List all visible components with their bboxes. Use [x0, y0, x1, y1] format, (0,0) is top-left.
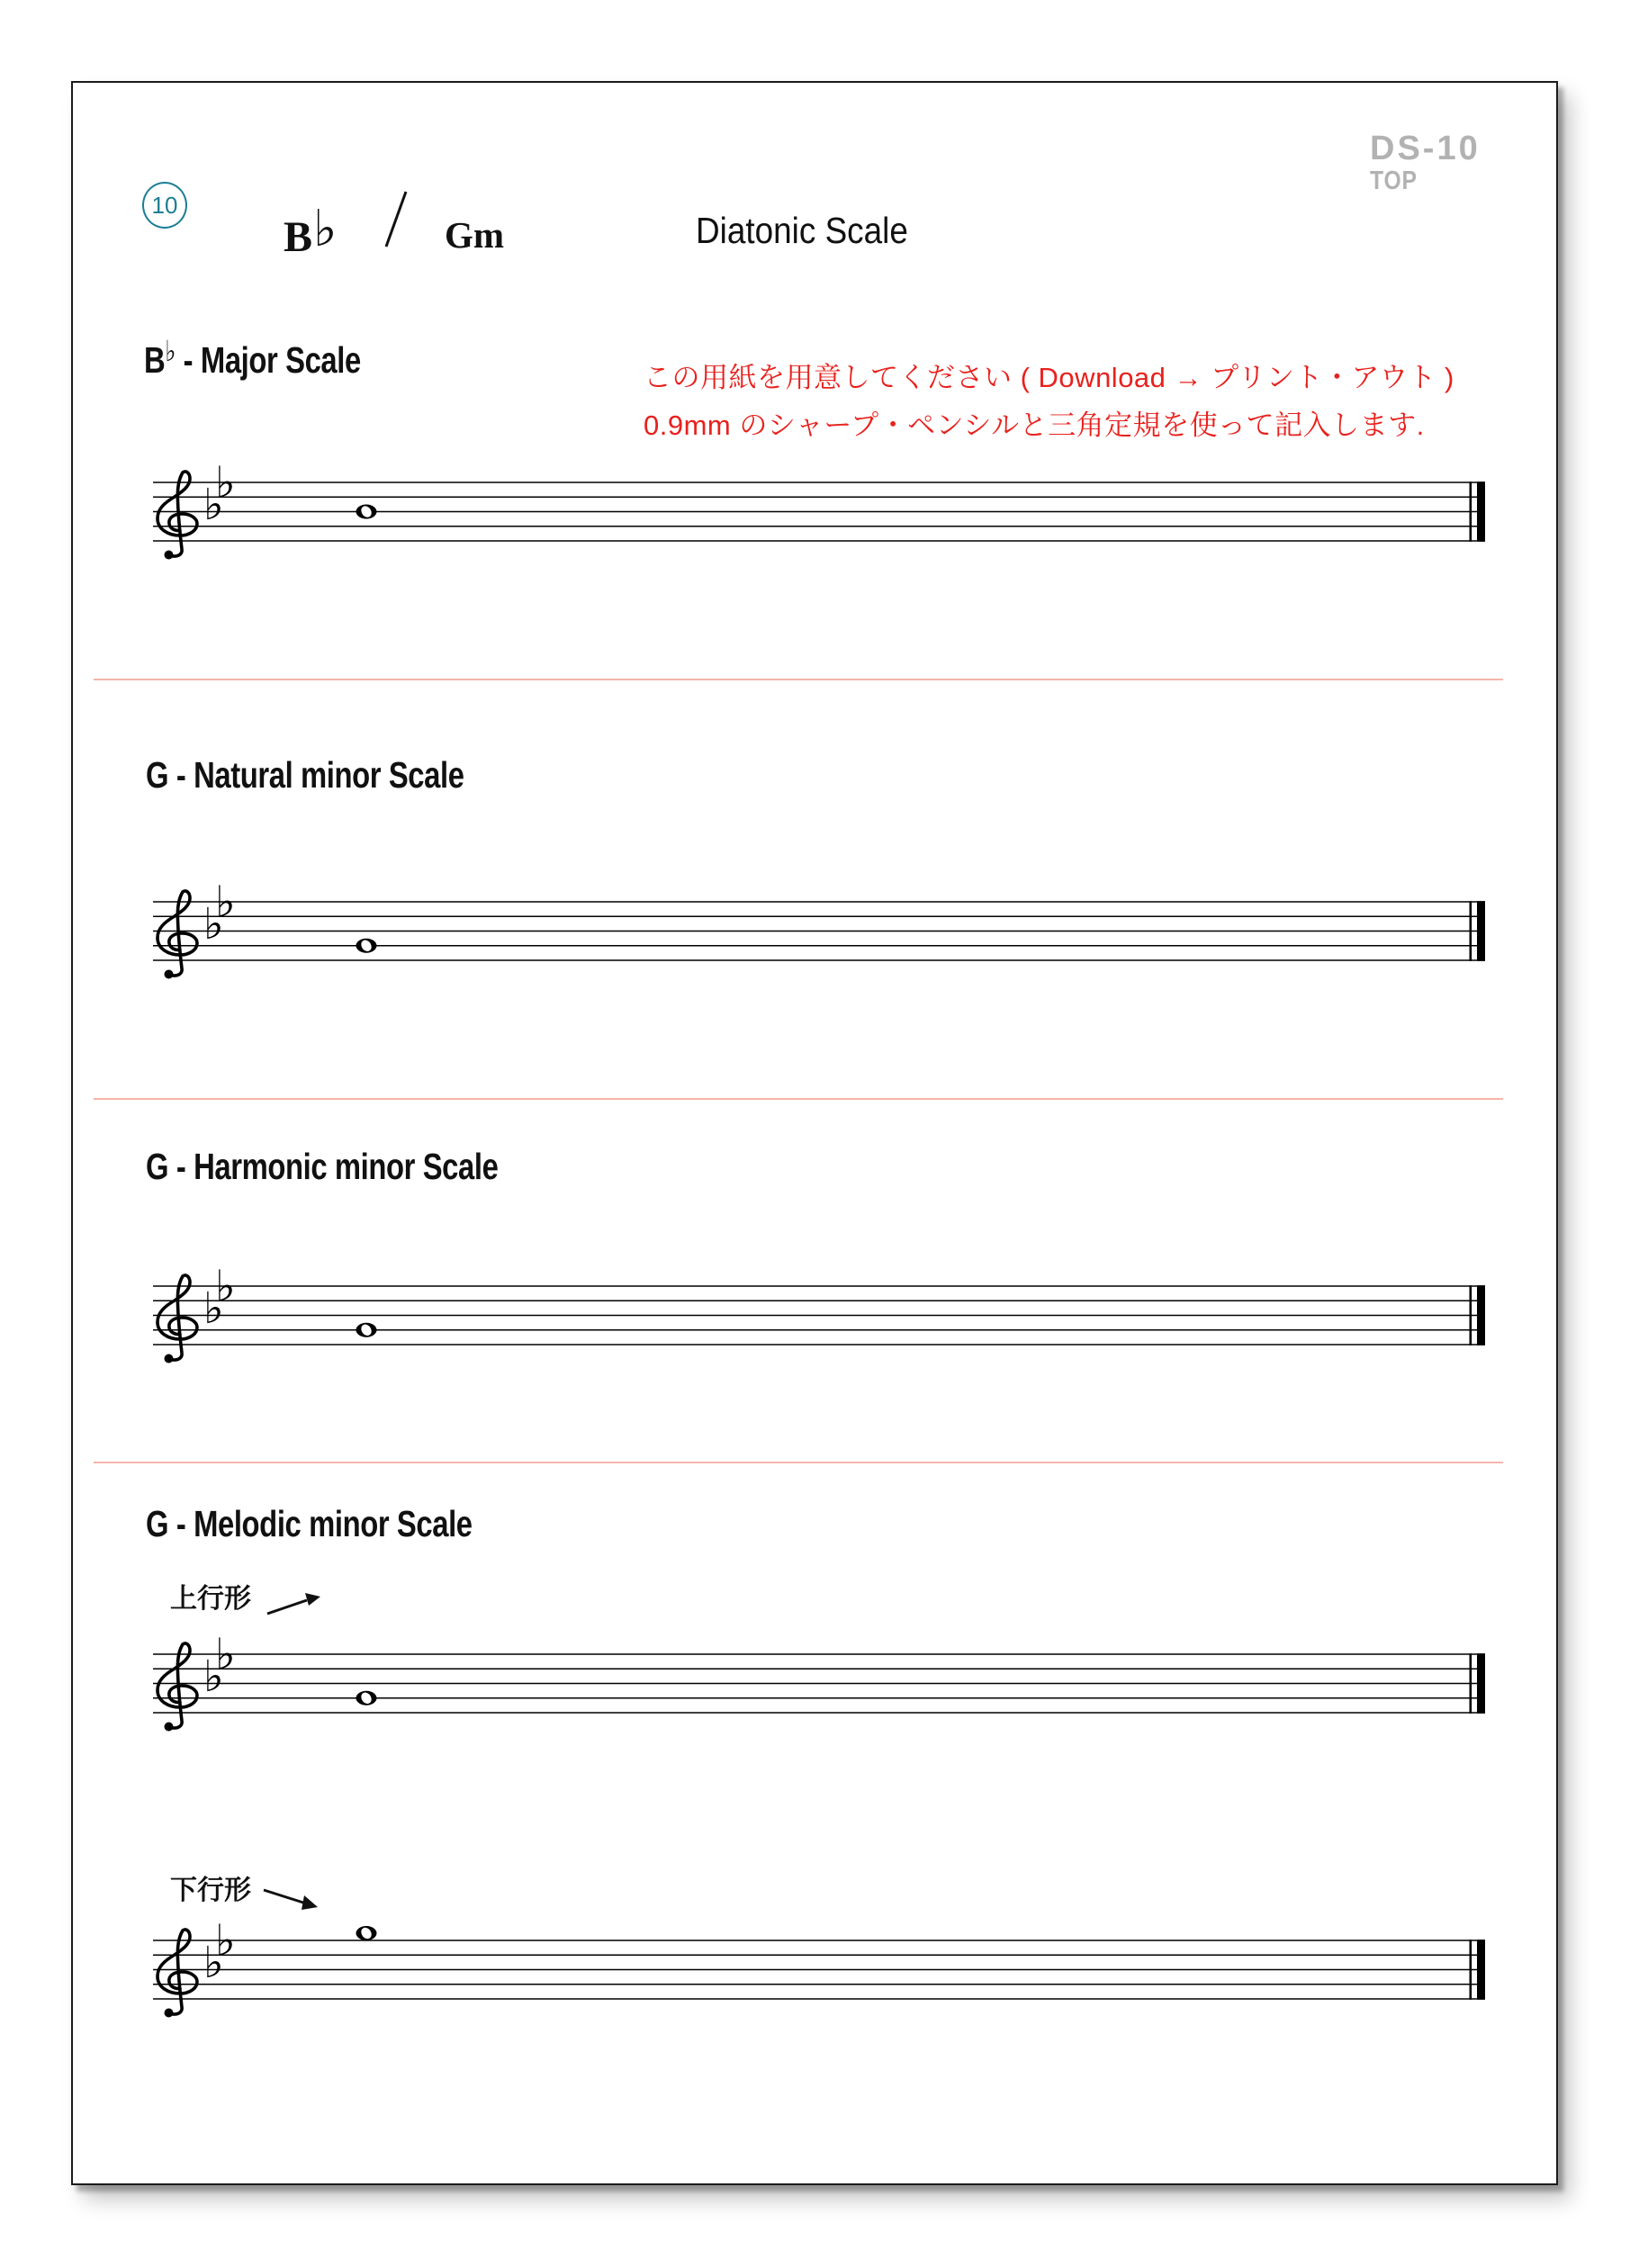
watermark: [1370, 131, 1481, 194]
section-label-natural-minor: [146, 755, 464, 796]
flat-symbol: ♭: [313, 200, 338, 258]
section-label-major: [144, 334, 361, 381]
section-label-note: B: [144, 339, 166, 381]
section-label-melodic-minor: [146, 1504, 473, 1544]
section-label-note: G: [146, 1503, 169, 1544]
staff-g-melodic-minor-ascending: [146, 1636, 1492, 1753]
section-label-note: G: [146, 754, 169, 796]
staff-g-harmonic-minor: [146, 1268, 1492, 1385]
svg-text:♭: ♭: [215, 884, 236, 928]
slash-separator-icon: [380, 189, 412, 250]
section-label-text: - Major Scale: [175, 339, 361, 381]
instruction-line-1: この用紙を用意してください ( Download → プリント・アウト ): [644, 362, 1454, 393]
page-title: Diatonic Scale: [696, 210, 908, 251]
section-label-text: - Melodic minor Scale: [168, 1503, 473, 1544]
watermark-code: DS-10: [1370, 130, 1481, 167]
section-divider: [94, 1462, 1503, 1463]
worksheet-page: [71, 81, 1558, 2185]
svg-text:♭: ♭: [203, 1283, 224, 1334]
major-key-heading: [284, 200, 338, 263]
svg-text:♭: ♭: [215, 1922, 236, 1966]
staff-bb-major: [146, 464, 1492, 581]
sheet-number-badge: [142, 182, 187, 229]
instruction-line-2: 0.9mm のシャープ・ペンシルと三角定規を使って記入します.: [644, 410, 1425, 441]
staff-g-melodic-minor-descending: [146, 1922, 1492, 2039]
svg-text:♭: ♭: [203, 1938, 224, 1988]
major-key-letter: B: [284, 213, 313, 261]
svg-text:♭: ♭: [215, 1268, 236, 1312]
svg-text:♭: ♭: [203, 480, 224, 530]
descending-arrow-icon: [260, 1885, 323, 1913]
ascending-arrow-icon: [264, 1591, 327, 1620]
section-divider: [94, 679, 1503, 680]
flat-symbol: ♭: [165, 334, 176, 368]
descending-form-label: 下行形: [170, 1876, 251, 1905]
section-label-text: - Harmonic minor Scale: [168, 1146, 499, 1187]
sheet-number: 10: [151, 191, 178, 219]
section-divider: [94, 1098, 1503, 1100]
svg-text:♭: ♭: [203, 899, 224, 950]
section-label-harmonic-minor: [146, 1147, 498, 1187]
svg-text:♭: ♭: [203, 1652, 224, 1702]
watermark-top-link[interactable]: TOP: [1370, 166, 1418, 195]
svg-text:♭: ♭: [215, 464, 236, 508]
section-label-note: G: [146, 1146, 169, 1187]
minor-key-heading: Gm: [445, 214, 505, 256]
svg-text:♭: ♭: [215, 1636, 236, 1680]
section-label-text: - Natural minor Scale: [168, 754, 464, 796]
ascending-form-label: 上行形: [170, 1584, 251, 1614]
staff-g-natural-minor: [146, 884, 1492, 1001]
